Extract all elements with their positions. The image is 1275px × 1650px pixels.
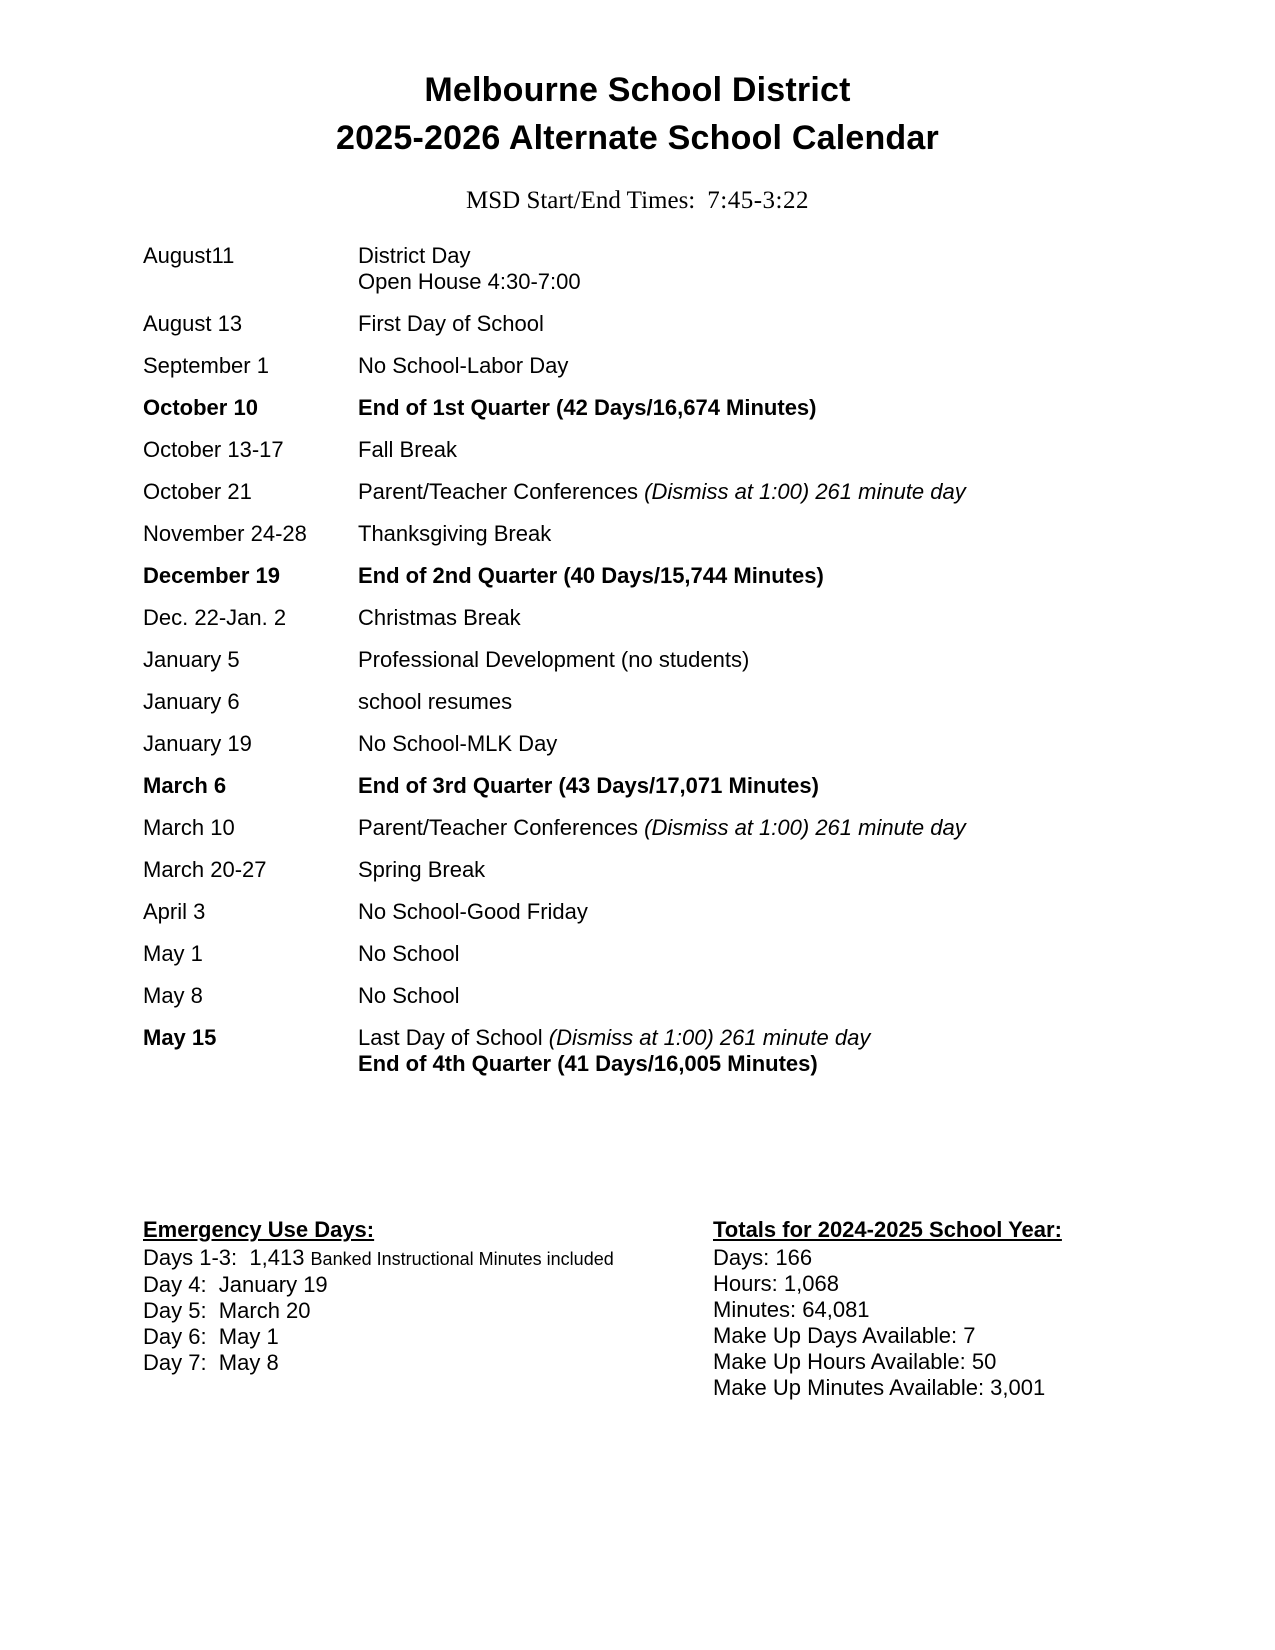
emergency-day-item bbox=[143, 1272, 713, 1298]
text-segment: Banked Instructional Minutes included bbox=[310, 1249, 614, 1269]
calendar-description-line bbox=[358, 563, 1215, 589]
calendar-date: August 13 bbox=[143, 311, 243, 336]
calendar-date: March 20-27 bbox=[143, 857, 267, 882]
text-segment: Days 1-3: 1,413 bbox=[143, 1245, 311, 1270]
calendar-date: October 10 bbox=[143, 395, 258, 420]
calendar-date: March 10 bbox=[143, 815, 235, 840]
calendar-date: April 3 bbox=[143, 899, 206, 924]
totals-item: Hours: 1,068 bbox=[713, 1271, 839, 1296]
calendar-date: January 5 bbox=[143, 647, 240, 672]
totals-item: Make Up Minutes Available: 3,001 bbox=[713, 1375, 1046, 1400]
calendar-description bbox=[358, 437, 1215, 463]
start-end-times-label: MSD Start/End Times: bbox=[466, 187, 696, 214]
text-segment: school resumes bbox=[358, 689, 513, 714]
text-segment: (Dismiss at 1:00) 261 minute day bbox=[548, 1025, 871, 1050]
document-header bbox=[0, 66, 1275, 162]
calendar-description bbox=[358, 689, 1215, 715]
title-line-1: Melbourne School District bbox=[424, 71, 851, 109]
calendar-description bbox=[358, 1025, 1215, 1077]
emergency-day-item bbox=[143, 1245, 713, 1272]
calendar-description-line bbox=[358, 395, 1215, 421]
title-line-2: 2025-2026 Alternate School Calendar bbox=[336, 119, 939, 157]
calendar-description bbox=[358, 395, 1215, 421]
calendar-date: December 19 bbox=[143, 563, 280, 588]
emergency-use-days-list bbox=[143, 1245, 713, 1376]
calendar-date: May 15 bbox=[143, 1025, 217, 1050]
text-segment: (Dismiss at 1:00) 261 minute day bbox=[644, 479, 966, 504]
text-segment: Parent/Teacher Conferences bbox=[358, 815, 645, 840]
calendar-description-line bbox=[358, 269, 1215, 295]
calendar-date: May 1 bbox=[143, 941, 203, 966]
calendar-description-line bbox=[358, 773, 1215, 799]
calendar-row bbox=[143, 395, 1215, 421]
text-segment: No School-Labor Day bbox=[358, 353, 569, 378]
calendar-row bbox=[143, 815, 1215, 841]
emergency-day-item bbox=[143, 1324, 713, 1350]
calendar-description-line bbox=[358, 941, 1215, 967]
text-segment: Day 7: May 8 bbox=[143, 1350, 279, 1375]
emergency-day-item bbox=[143, 1350, 713, 1376]
calendar-description-line bbox=[358, 437, 1215, 463]
text-segment: No School bbox=[358, 983, 460, 1008]
calendar-date: October 21 bbox=[143, 479, 252, 504]
totals-item: Make Up Hours Available: 50 bbox=[713, 1349, 997, 1374]
calendar-row bbox=[143, 689, 1215, 715]
text-segment: Last Day of School bbox=[358, 1025, 549, 1050]
calendar-row bbox=[143, 311, 1215, 337]
calendar-entry-list bbox=[143, 243, 1215, 1077]
emergency-day-item bbox=[143, 1298, 713, 1324]
text-segment: Spring Break bbox=[358, 857, 486, 882]
text-segment: Christmas Break bbox=[358, 605, 521, 630]
calendar-description-line bbox=[358, 353, 1215, 379]
calendar-date: November 24-28 bbox=[143, 521, 307, 546]
text-segment: End of 2nd Quarter (40 Days/15,744 Minutes) bbox=[358, 563, 824, 588]
calendar-row bbox=[143, 479, 1215, 505]
calendar-date: Dec. 22-Jan. 2 bbox=[143, 605, 287, 630]
calendar-row bbox=[143, 353, 1215, 379]
totals-column bbox=[713, 1217, 1235, 1401]
calendar-row bbox=[143, 1025, 1215, 1077]
text-segment: Thanksgiving Break bbox=[358, 521, 552, 546]
text-segment: (Dismiss at 1:00) 261 minute day bbox=[644, 815, 966, 840]
calendar-description-line bbox=[358, 983, 1215, 1009]
calendar-row bbox=[143, 563, 1215, 589]
calendar-row bbox=[143, 647, 1215, 673]
text-segment: No School bbox=[358, 941, 460, 966]
calendar-row bbox=[143, 773, 1215, 799]
calendar-description bbox=[358, 941, 1215, 967]
calendar-description-line bbox=[358, 899, 1215, 925]
calendar-description-line bbox=[358, 479, 1215, 505]
emergency-use-days-column bbox=[143, 1217, 713, 1401]
totals-item: Minutes: 64,081 bbox=[713, 1297, 870, 1322]
text-segment: First Day of School bbox=[358, 311, 544, 336]
calendar-row bbox=[143, 857, 1215, 883]
text-segment: End of 3rd Quarter (43 Days/17,071 Minutes) bbox=[358, 773, 819, 798]
calendar-date: May 8 bbox=[143, 983, 203, 1008]
totals-item: Days: 166 bbox=[713, 1245, 813, 1270]
calendar-description bbox=[358, 563, 1215, 589]
calendar-row bbox=[143, 605, 1215, 631]
calendar-row bbox=[143, 731, 1215, 757]
calendar-description bbox=[358, 815, 1215, 841]
start-end-times bbox=[0, 186, 1275, 215]
calendar-description bbox=[358, 353, 1215, 379]
text-segment: End of 4th Quarter (41 Days/16,005 Minutes) bbox=[358, 1051, 818, 1076]
calendar-row bbox=[143, 437, 1215, 463]
calendar-row bbox=[143, 521, 1215, 547]
text-segment: District Day bbox=[358, 243, 471, 268]
calendar-row bbox=[143, 899, 1215, 925]
calendar-description-line bbox=[358, 521, 1215, 547]
calendar-description-line bbox=[358, 243, 1215, 269]
calendar-description-line bbox=[358, 605, 1215, 631]
totals-list bbox=[713, 1245, 1235, 1401]
calendar-description bbox=[358, 479, 1215, 505]
calendar-description bbox=[358, 899, 1215, 925]
calendar-date: August11 bbox=[143, 243, 235, 268]
text-segment: Open House 4:30-7:00 bbox=[358, 269, 581, 294]
footer-section bbox=[143, 1217, 1235, 1401]
text-segment: No School-Good Friday bbox=[358, 899, 588, 924]
text-segment: Day 5: March 20 bbox=[143, 1298, 311, 1323]
calendar-description bbox=[358, 773, 1215, 799]
calendar-description bbox=[358, 605, 1215, 631]
calendar-row bbox=[143, 983, 1215, 1009]
calendar-description bbox=[358, 311, 1215, 337]
text-segment: Fall Break bbox=[358, 437, 458, 462]
calendar-description bbox=[358, 857, 1215, 883]
calendar-description-line bbox=[358, 1025, 1215, 1051]
calendar-date: September 1 bbox=[143, 353, 269, 378]
calendar-date: March 6 bbox=[143, 773, 227, 798]
calendar-row bbox=[143, 941, 1215, 967]
calendar-description-line bbox=[358, 1051, 1215, 1077]
calendar-description-line bbox=[358, 689, 1215, 715]
text-segment: Day 6: May 1 bbox=[143, 1324, 279, 1349]
calendar-date: January 19 bbox=[143, 731, 252, 756]
calendar-description-line bbox=[358, 815, 1215, 841]
calendar-row bbox=[143, 243, 1215, 295]
calendar-description-line bbox=[358, 857, 1215, 883]
calendar-description-line bbox=[358, 647, 1215, 673]
totals-item: Make Up Days Available: 7 bbox=[713, 1323, 976, 1348]
calendar-description bbox=[358, 731, 1215, 757]
calendar-date: October 13-17 bbox=[143, 437, 284, 462]
calendar-description bbox=[358, 647, 1215, 673]
calendar-description-line bbox=[358, 731, 1215, 757]
start-end-times-value: 7:45-3:22 bbox=[707, 187, 809, 214]
totals-heading: Totals for 2024-2025 School Year: bbox=[713, 1217, 1062, 1242]
calendar-description-line bbox=[358, 311, 1215, 337]
calendar-description bbox=[358, 521, 1215, 547]
calendar-description bbox=[358, 243, 1215, 295]
text-segment: No School-MLK Day bbox=[358, 731, 558, 756]
calendar-description bbox=[358, 983, 1215, 1009]
calendar-date: January 6 bbox=[143, 689, 240, 714]
text-segment: Day 4: January 19 bbox=[143, 1272, 328, 1297]
text-segment: Professional Development (no students) bbox=[358, 647, 750, 672]
text-segment: End of 1st Quarter (42 Days/16,674 Minutes) bbox=[358, 395, 817, 420]
text-segment: Parent/Teacher Conferences bbox=[358, 479, 645, 504]
emergency-use-days-heading: Emergency Use Days: bbox=[143, 1217, 375, 1242]
